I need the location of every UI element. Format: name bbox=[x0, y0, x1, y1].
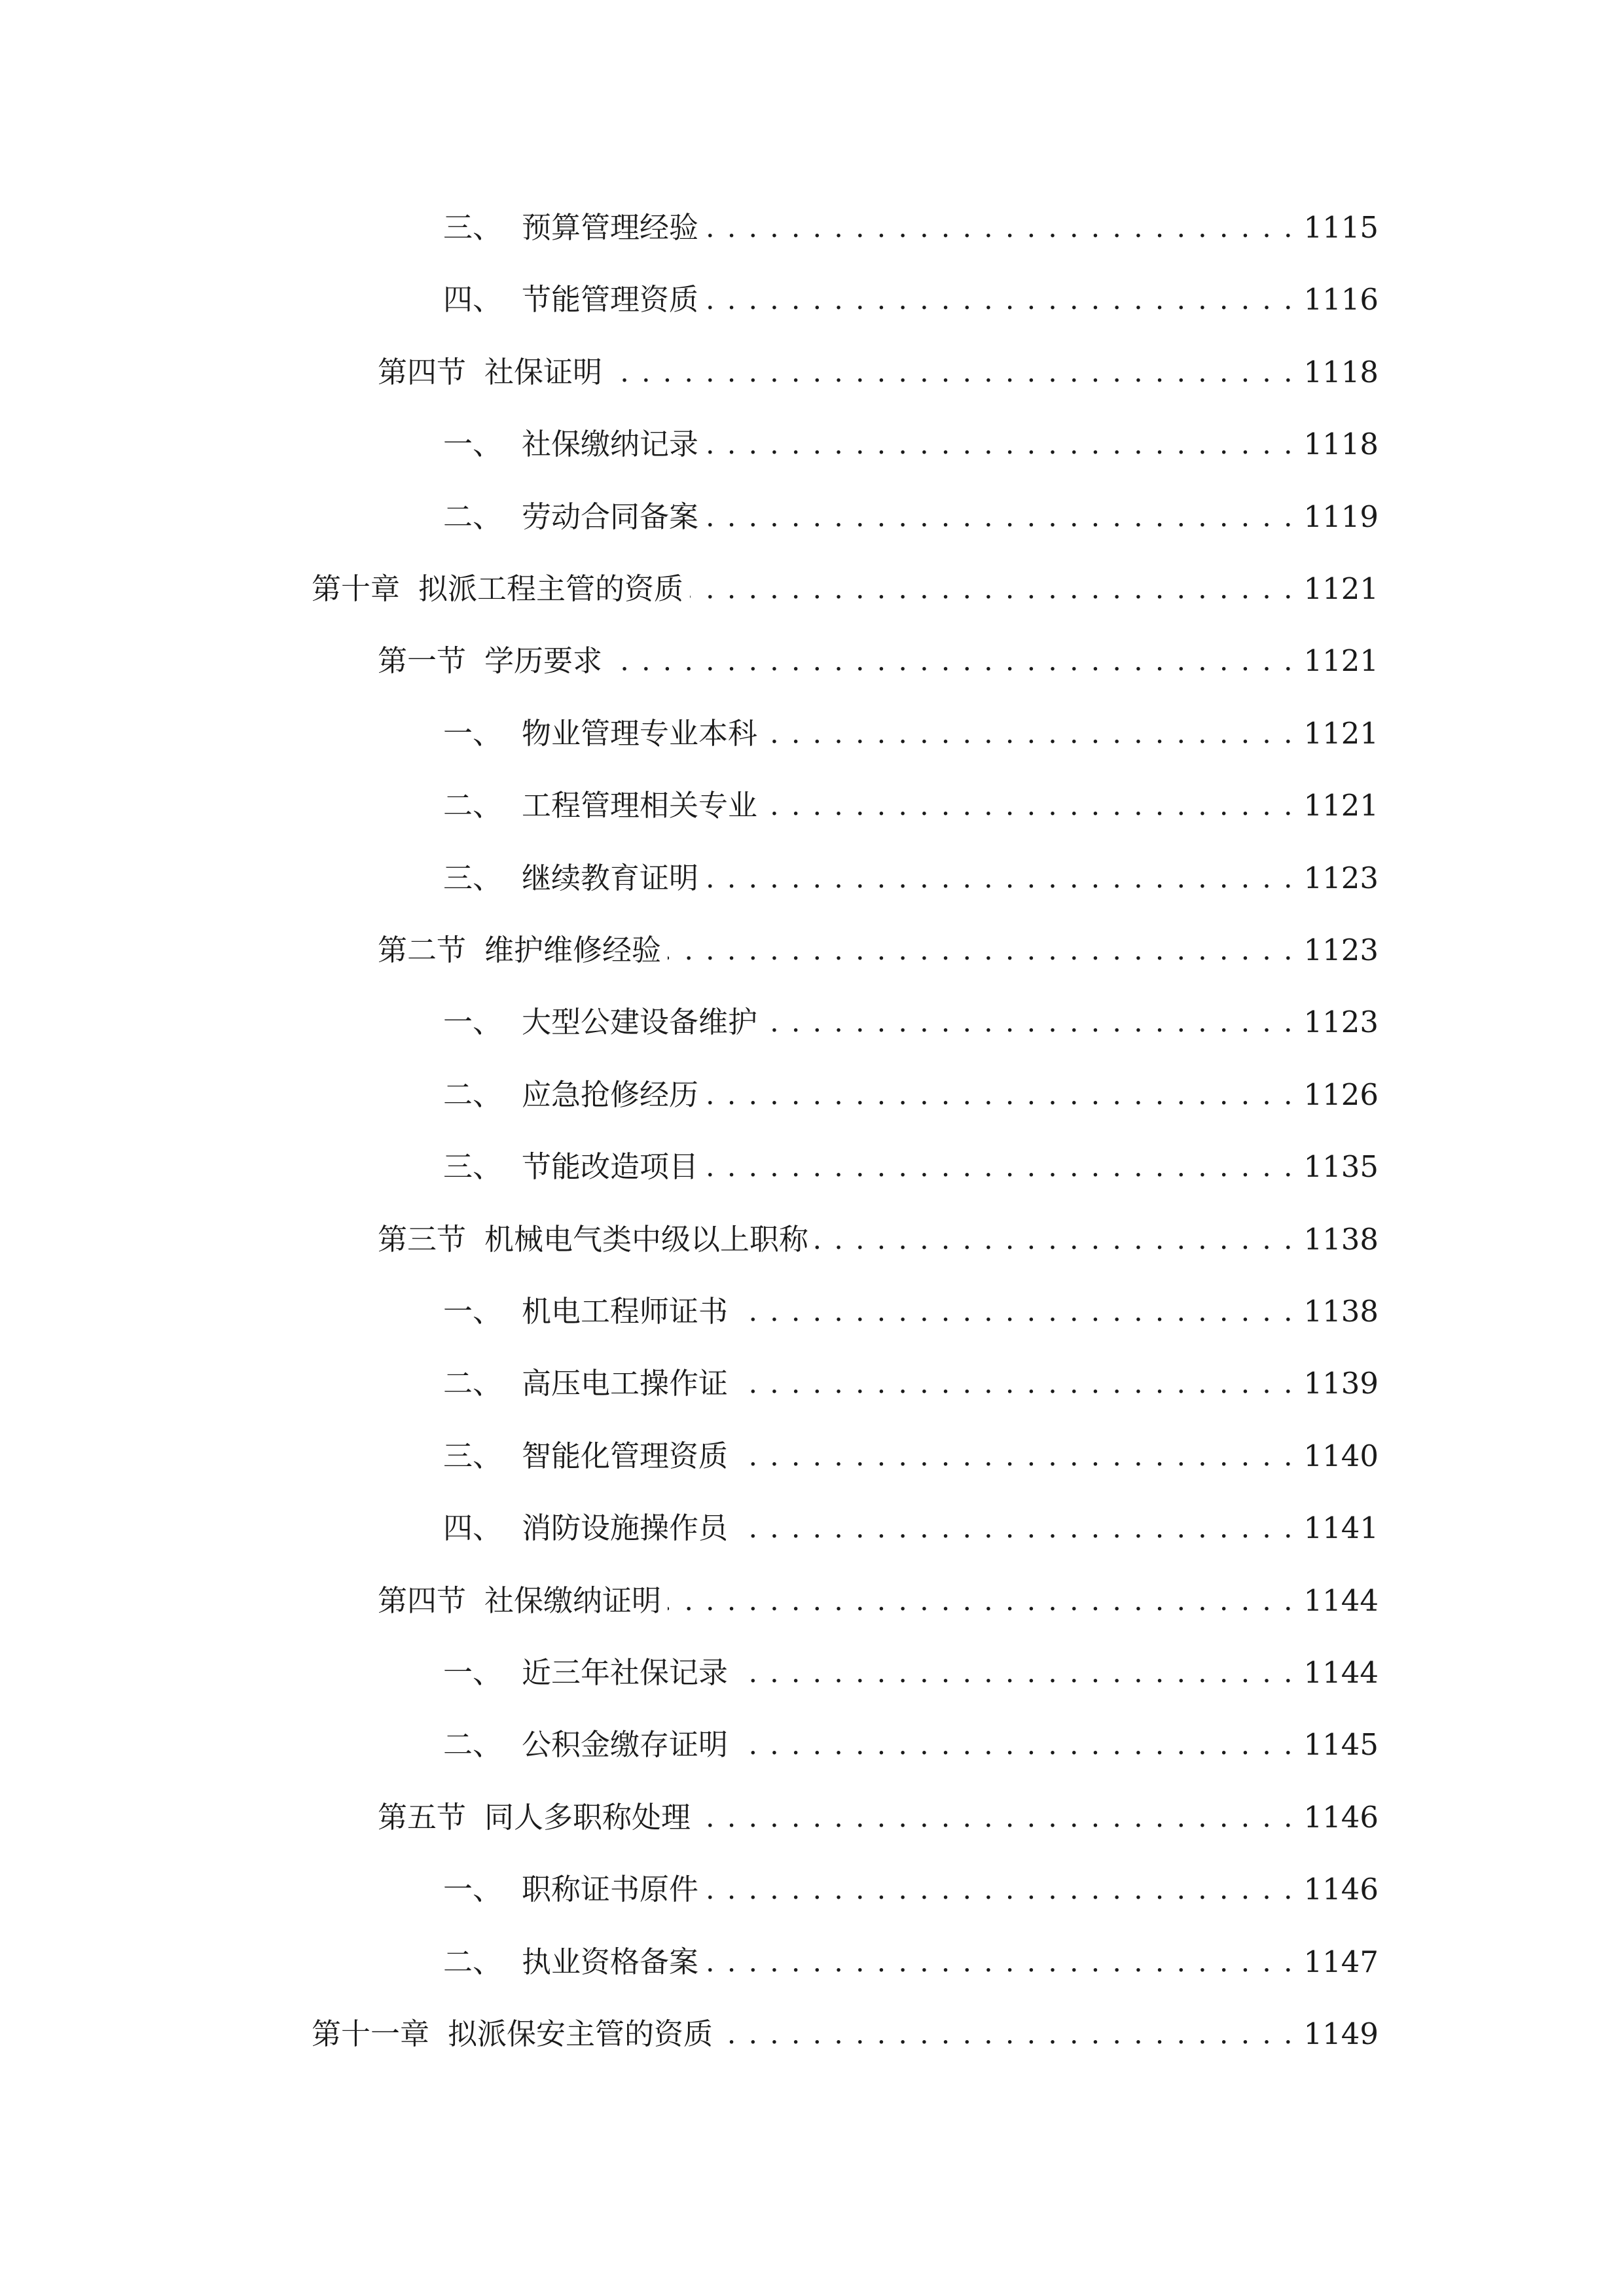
toc-entry[interactable] bbox=[443, 1072, 1379, 1118]
toc-entry-page-number: 1121 bbox=[1303, 571, 1379, 606]
toc-entry[interactable] bbox=[443, 1289, 1379, 1335]
toc-entry-number: 第四节 bbox=[378, 355, 467, 389]
toc-entry-title: 工程管理相关专业 bbox=[522, 788, 758, 823]
toc-dot-leader bbox=[705, 1144, 1294, 1190]
toc-entry-title: 近三年社保记录 bbox=[522, 1655, 729, 1690]
toc-entry-number: 三、 bbox=[443, 1149, 503, 1184]
toc-entry[interactable] bbox=[443, 783, 1379, 829]
toc-entry[interactable] bbox=[443, 1361, 1379, 1407]
toc-entry-page-number: 1116 bbox=[1303, 282, 1379, 317]
toc-entry-number: 四、 bbox=[443, 1511, 503, 1545]
toc-dot-leader bbox=[697, 1795, 1294, 1840]
toc-entry[interactable] bbox=[443, 205, 1379, 251]
toc-entry[interactable] bbox=[312, 2011, 1379, 2057]
toc-entry-page-number: 1121 bbox=[1303, 788, 1379, 823]
toc-entry-page-number: 1123 bbox=[1303, 1005, 1379, 1039]
toc-entry-title: 智能化管理资质 bbox=[522, 1439, 729, 1473]
toc-entry-title: 机械电气类中级以上职称 bbox=[484, 1222, 809, 1257]
toc-entry-title: 物业管理专业本科 bbox=[522, 716, 758, 751]
toc-entry-number: 二、 bbox=[443, 1077, 503, 1112]
toc-dot-leader bbox=[764, 783, 1294, 829]
toc-entry[interactable] bbox=[443, 1433, 1379, 1479]
toc-entry[interactable] bbox=[378, 1217, 1379, 1263]
toc-entry-number: 一、 bbox=[443, 1655, 503, 1690]
toc-entry[interactable] bbox=[443, 1505, 1379, 1551]
toc-entry-page-number: 1135 bbox=[1303, 1149, 1379, 1184]
toc-entry-title: 继续教育证明 bbox=[522, 861, 699, 895]
toc-entry-title: 社保证明 bbox=[484, 355, 603, 389]
toc-entry-page-number: 1140 bbox=[1303, 1439, 1379, 1473]
toc-entry-number: 第十一章 bbox=[312, 2017, 430, 2051]
toc-entry-title: 大型公建设备维护 bbox=[522, 1005, 758, 1039]
toc-entry[interactable] bbox=[378, 1578, 1379, 1624]
toc-entry[interactable] bbox=[378, 638, 1379, 684]
toc-entry-title: 高压电工操作证 bbox=[522, 1366, 729, 1401]
toc-entry-page-number: 1115 bbox=[1303, 210, 1379, 245]
toc-entry[interactable] bbox=[443, 422, 1379, 467]
toc-entry-page-number: 1146 bbox=[1303, 1800, 1379, 1835]
toc-dot-leader bbox=[705, 422, 1294, 467]
toc-dot-leader bbox=[734, 1650, 1294, 1696]
toc-entry-title: 执业资格备案 bbox=[522, 1945, 699, 1979]
toc-entry-page-number: 1139 bbox=[1303, 1366, 1379, 1401]
toc-entry-title: 节能改造项目 bbox=[522, 1149, 699, 1184]
toc-entry-number: 一、 bbox=[443, 427, 503, 461]
toc-dot-leader bbox=[609, 350, 1294, 395]
toc-entry[interactable] bbox=[443, 1722, 1379, 1768]
toc-entry-title: 消防设施操作员 bbox=[522, 1511, 729, 1545]
toc-dot-leader bbox=[705, 1072, 1294, 1118]
toc-entry[interactable] bbox=[443, 855, 1379, 901]
toc-entry[interactable] bbox=[443, 494, 1379, 540]
toc-entry[interactable] bbox=[378, 1795, 1379, 1840]
toc-dot-leader bbox=[815, 1217, 1294, 1263]
toc-entry[interactable] bbox=[378, 350, 1379, 395]
toc-entry-number: 一、 bbox=[443, 1872, 503, 1907]
toc-dot-leader bbox=[734, 1289, 1294, 1335]
toc-entry-page-number: 1138 bbox=[1303, 1222, 1379, 1257]
toc-dot-leader bbox=[764, 999, 1294, 1045]
toc-dot-leader bbox=[705, 494, 1294, 540]
toc-dot-leader bbox=[705, 1939, 1294, 1985]
toc-entry-page-number: 1123 bbox=[1303, 933, 1379, 967]
toc-entry-title: 机电工程师证书 bbox=[522, 1294, 729, 1329]
toc-dot-leader bbox=[690, 566, 1294, 612]
toc-entry-number: 四、 bbox=[443, 282, 503, 317]
toc-entry-number: 三、 bbox=[443, 1439, 503, 1473]
toc-entry-number: 一、 bbox=[443, 1005, 503, 1039]
toc-entry-title: 应急抢修经历 bbox=[522, 1077, 699, 1112]
toc-entry-number: 二、 bbox=[443, 1945, 503, 1979]
toc-entry-number: 一、 bbox=[443, 716, 503, 751]
toc-dot-leader bbox=[705, 277, 1294, 323]
toc-entry-page-number: 1144 bbox=[1303, 1583, 1379, 1618]
toc-entry-number: 三、 bbox=[443, 210, 503, 245]
toc-dot-leader bbox=[719, 2011, 1294, 2057]
toc-entry-number: 二、 bbox=[443, 788, 503, 823]
toc-entry-title: 劳动合同备案 bbox=[522, 499, 699, 534]
toc-entry-title: 拟派保安主管的资质 bbox=[448, 2017, 713, 2051]
toc-dot-leader bbox=[609, 638, 1294, 684]
toc-entry[interactable] bbox=[312, 566, 1379, 612]
toc-entry-number: 三、 bbox=[443, 861, 503, 895]
toc-entry-page-number: 1126 bbox=[1303, 1077, 1379, 1112]
toc-entry-page-number: 1121 bbox=[1303, 716, 1379, 751]
toc-entry-page-number: 1146 bbox=[1303, 1872, 1379, 1907]
toc-dot-leader bbox=[764, 711, 1294, 757]
toc-entry[interactable] bbox=[443, 1650, 1379, 1696]
toc-dot-leader bbox=[705, 1867, 1294, 1912]
toc-entry-number: 一、 bbox=[443, 1294, 503, 1329]
toc-entry-number: 第十章 bbox=[312, 571, 401, 606]
toc-dot-leader bbox=[705, 855, 1294, 901]
toc-entry-number: 第五节 bbox=[378, 1800, 467, 1835]
toc-entry-title: 预算管理经验 bbox=[522, 210, 699, 245]
toc-entry-title: 维护维修经验 bbox=[484, 933, 662, 967]
toc-entry-page-number: 1138 bbox=[1303, 1294, 1379, 1329]
toc-entry-page-number: 1145 bbox=[1303, 1727, 1379, 1762]
toc-dot-leader bbox=[734, 1361, 1294, 1407]
toc-dot-leader bbox=[668, 927, 1294, 973]
toc-entry-page-number: 1119 bbox=[1303, 499, 1379, 534]
toc-entry-page-number: 1147 bbox=[1303, 1945, 1379, 1979]
toc-entry[interactable] bbox=[443, 711, 1379, 757]
toc-dot-leader bbox=[734, 1433, 1294, 1479]
toc-entry-number: 二、 bbox=[443, 1727, 503, 1762]
toc-entry[interactable] bbox=[443, 1867, 1379, 1912]
toc-dot-leader bbox=[668, 1578, 1294, 1624]
toc-entry-page-number: 1144 bbox=[1303, 1655, 1379, 1690]
toc-entry-title: 社保缴纳证明 bbox=[484, 1583, 662, 1618]
toc-dot-leader bbox=[705, 205, 1294, 251]
toc-entry-title: 公积金缴存证明 bbox=[522, 1727, 729, 1762]
toc-entry-title: 社保缴纳记录 bbox=[522, 427, 699, 461]
toc-entry-page-number: 1118 bbox=[1303, 427, 1379, 461]
toc-entry-page-number: 1149 bbox=[1303, 2017, 1379, 2051]
toc-entry-number: 第四节 bbox=[378, 1583, 467, 1618]
toc-entry[interactable] bbox=[443, 1939, 1379, 1985]
toc-entry-page-number: 1141 bbox=[1303, 1511, 1379, 1545]
toc-entry[interactable] bbox=[378, 927, 1379, 973]
toc-entry-number: 第二节 bbox=[378, 933, 467, 967]
toc-entry-title: 拟派工程主管的资质 bbox=[418, 571, 684, 606]
toc-entry-number: 第一节 bbox=[378, 643, 467, 678]
toc-entry-number: 二、 bbox=[443, 499, 503, 534]
toc-entry-title: 同人多职称处理 bbox=[484, 1800, 691, 1835]
toc-dot-leader bbox=[734, 1505, 1294, 1551]
toc-entry-number: 第三节 bbox=[378, 1222, 467, 1257]
toc-entry[interactable] bbox=[443, 277, 1379, 323]
toc-entry-title: 节能管理资质 bbox=[522, 282, 699, 317]
toc-entry-title: 职称证书原件 bbox=[522, 1872, 699, 1907]
toc-entry-page-number: 1121 bbox=[1303, 643, 1379, 678]
toc-entry-number: 二、 bbox=[443, 1366, 503, 1401]
toc-entry-title: 学历要求 bbox=[484, 643, 603, 678]
toc-entry-page-number: 1118 bbox=[1303, 355, 1379, 389]
toc-entry[interactable] bbox=[443, 999, 1379, 1045]
toc-dot-leader bbox=[734, 1722, 1294, 1768]
toc-entry-page-number: 1123 bbox=[1303, 861, 1379, 895]
toc-entry[interactable] bbox=[443, 1144, 1379, 1190]
